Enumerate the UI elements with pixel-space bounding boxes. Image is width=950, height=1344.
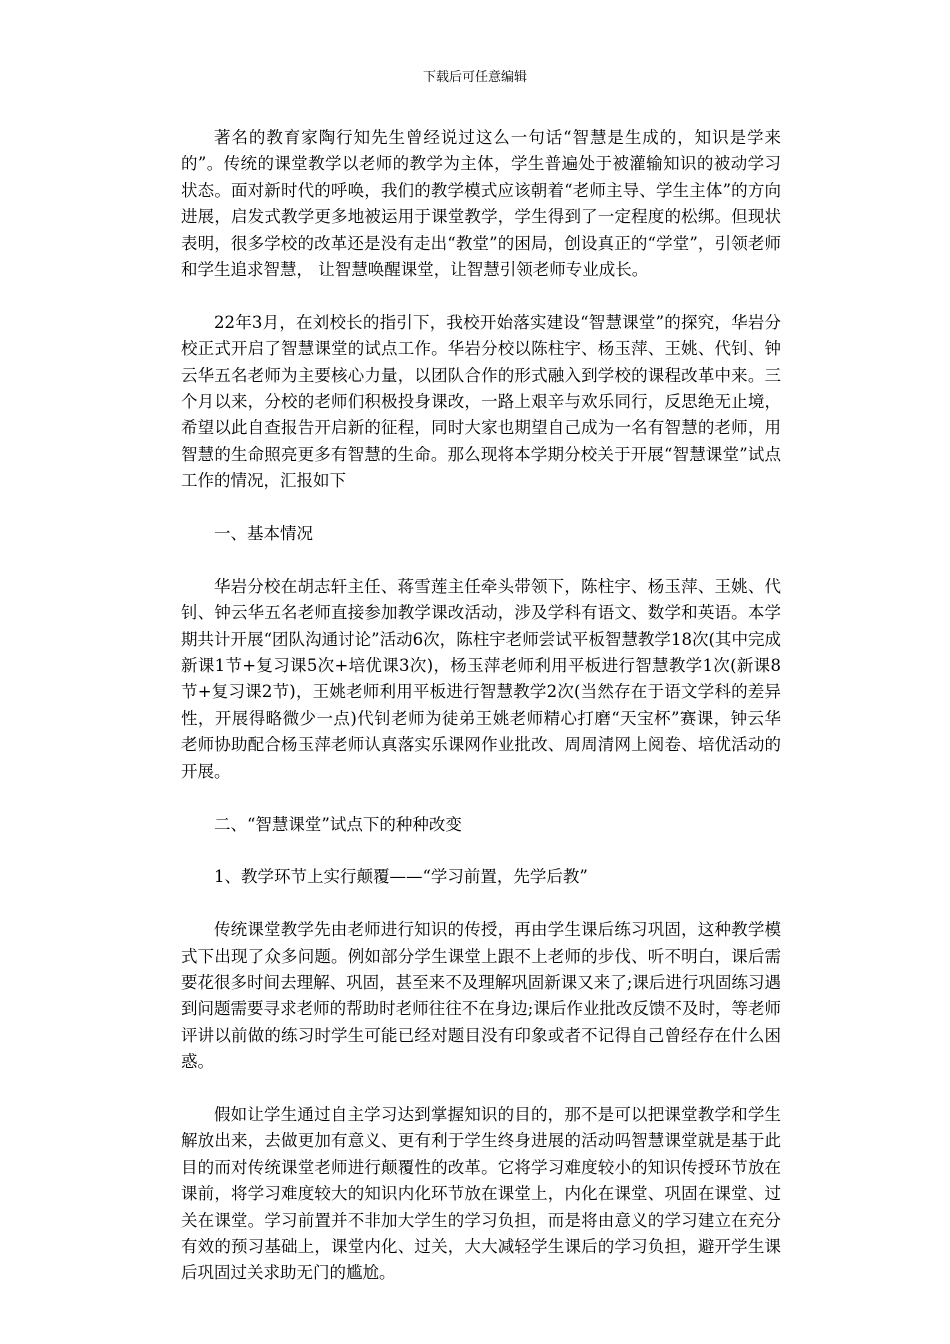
page-header: 下载后可任意编辑 [422,70,527,85]
paragraph-self-learning: 假如让学生通过自主学习达到掌握知识的目的，那不是可以把课堂教学和学生解放出来，去做更加有意义、更有利于学生终身进展的活动吗智慧课堂就是基于此目的而对传统课堂老师进行颠覆性的改革。它将学习难度较小的知识传授环节放在课前，将学习难度较大的知识内化环节放在课堂上，内化在课堂、巩固在课堂、过关在课堂。学习前置并不非加大学生的学习负担，而是将由意义的学习建立在充分有效的预习基础上，课堂内化、过关，大大减轻学生课后的学习负担，避开学生课后巩固过关求助无门的尴尬。 [181,1104,781,1283]
paragraph-basic-situation: 华岩分校在胡志轩主任、蒋雪莲主任牵头带领下，陈柱宇、杨玉萍、王姚、代钊、钟云华五名老师直接参加教学课改活动，涉及学科有语文、数学和英语。本学期共计开展“团队沟通讨论”活动6次，陈柱宇老师尝试平板智慧教学18次(其中完成新课1节+复习课5次+培优课3次)，杨玉萍老师利用平板进行智慧教学1次(新课8节+复习课2节)，王姚老师利用平板进行智慧教学2次(当然存在于语文学科的差异性，开展得略微少一点)代钊老师为徒弟王姚老师精心打磨“天宝杯”赛课，钟云华老师协助配合杨玉萍老师认真落实乐课网作业批改、周周清网上阅卷、培优活动的开展。 [181,576,781,781]
paragraph-intro: 著名的教育家陶行知先生曾经说过这么一句话“智慧是生成的，知识是学来的”。传统的课堂教学以老师的教学为主体，学生普遍处于被灌输知识的被动学习状态。面对新时代的呼唤，我们的教学模式应该朝着“老师主导、学生主体”的方向进展，启发式教学更多地被运用于课堂教学，学生得到了一定程度的松绑。但现状表明，很多学校的改革还是没有走出“教堂”的困局，创设真正的“学堂”，引领老师和学生追求智慧， 让智慧唤醒课堂，让智慧引领老师专业成长。 [181,128,781,280]
section-heading-basic-situation: 一、基本情况 [214,524,313,544]
paragraph-background: 22年3月，在刘校长的指引下，我校开始落实建设“智慧课堂”的探究，华岩分校正式开启了智慧课堂的试点工作。华岩分校以陈柱宇、杨玉萍、王姚、代钊、钟云华五名老师为主要核心力量，以团队合作的形式融入到学校的课程改革中来。三个月以来，分校的老师们积极投身课改，一路上艰辛与欢乐同行，反思绝无止境，希望以此自查报告开启新的征程，同时大家也期望自己成为一名有智慧的老师，用智慧的生命照亮更多有智慧的生命。那么现将本学期分校关于开展“智慧课堂”试点工作的情况，汇报如下 [181,312,781,491]
subsection-heading-teaching-steps: 1、教学环节上实行颠覆——“学习前置，先学后教” [214,867,588,887]
paragraph-traditional-teaching: 传统课堂教学先由老师进行知识的传授，再由学生课后练习巩固，这种教学模式下出现了众多问题。例如部分学生课堂上跟不上老师的步伐、听不明白，课后需要花很多时间去理解、巩固，甚至来不及理解巩固新课又来了;课后进行巩固练习遇到问题需要寻求老师的帮助时老师往往不在身边;课后作业批改反馈不及时，等老师评讲以前做的练习时学生可能已经对题目没有印象或者不记得自己曾经存在什么困惑。 [181,920,781,1072]
section-heading-changes: 二、“智慧课堂”试点下的种种改变 [214,814,462,834]
document-body [181,125,781,1313]
